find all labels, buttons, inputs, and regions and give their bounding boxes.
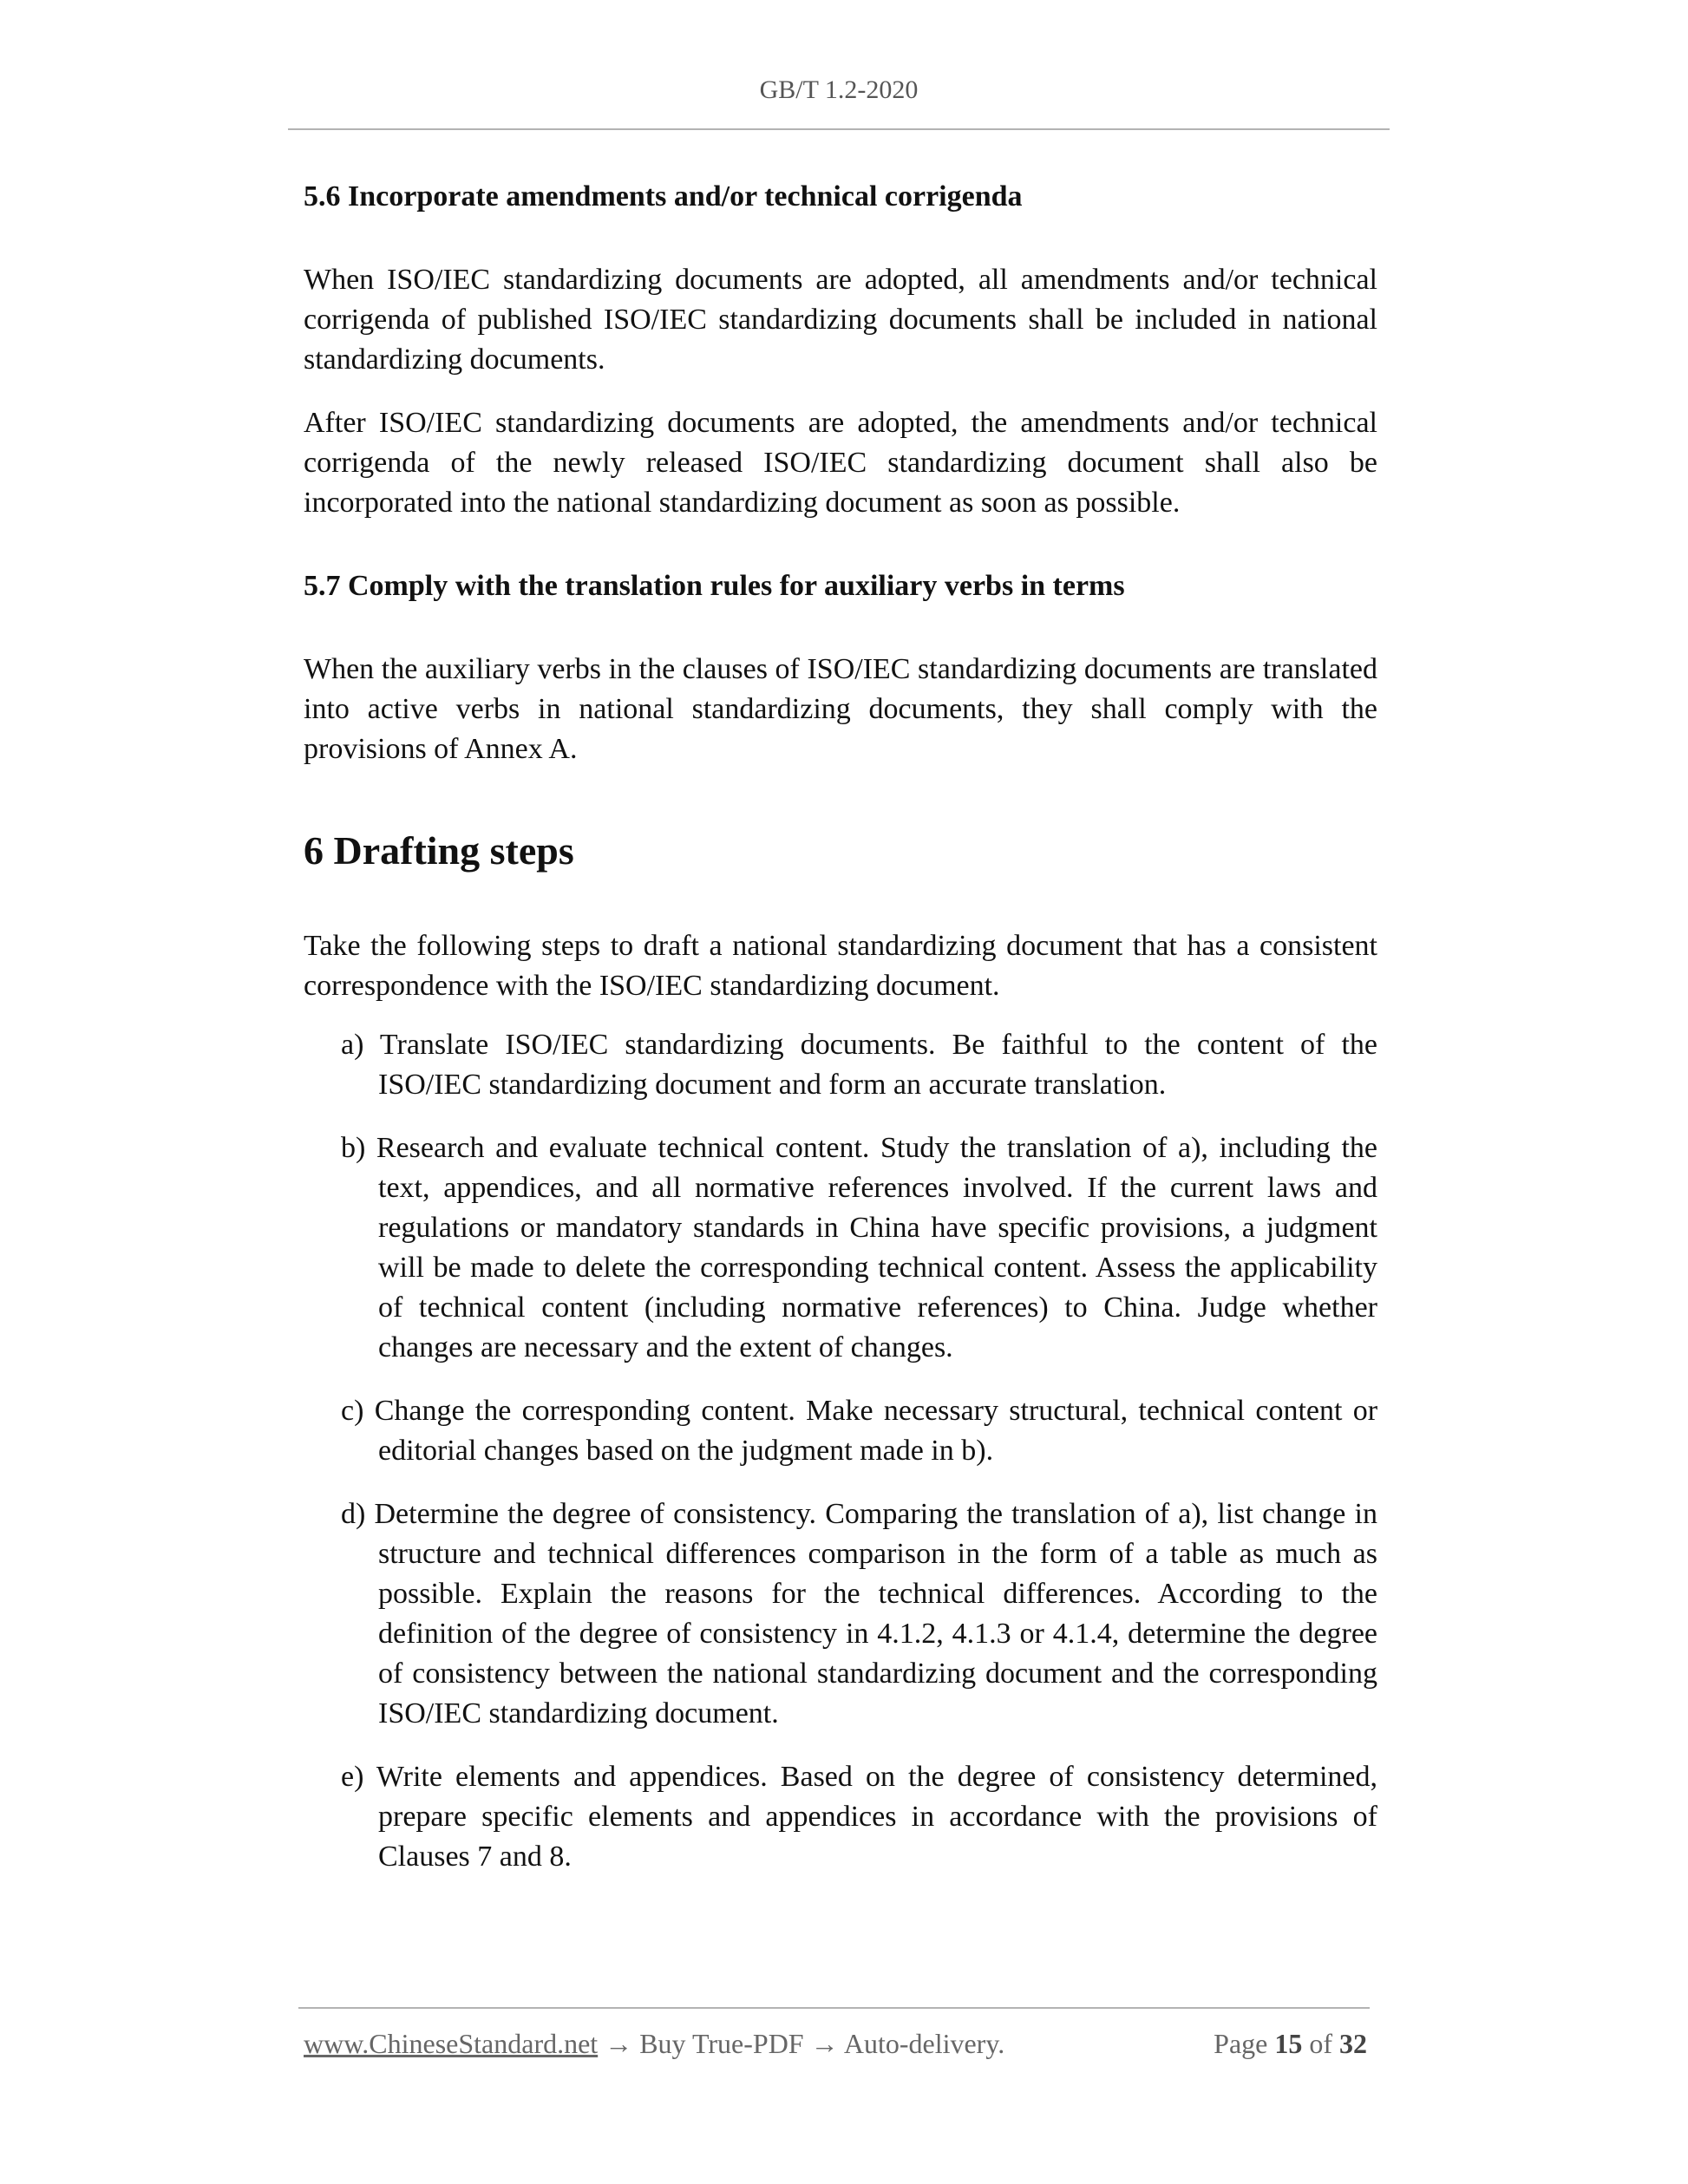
page-label: Page — [1214, 2028, 1268, 2059]
footer-divider — [298, 2007, 1370, 2009]
section-5-7-heading: 5.7 Comply with the translation rules for auxiliary verbs in terms — [304, 570, 1125, 603]
list-marker: e) — [341, 1761, 364, 1794]
drafting-steps-list — [304, 1025, 1377, 1877]
list-item-text: Translate ISO/IEC standardizing documents. Be faithful to the content of the ISO/IEC standardizing document and form an accurate translation. — [378, 1029, 1377, 1102]
current-page-number: 15 — [1274, 2028, 1303, 2059]
list-item-text: Write elements and appendices. Based on the degree of consistency determined, prepare specific elements and appendices in accordance with the provisions of Clauses 7 and 8. — [376, 1761, 1377, 1873]
footer-promo — [304, 2026, 1004, 2063]
website-link[interactable]: www.ChineseStandard.net — [304, 2028, 599, 2059]
list-item — [304, 1391, 1377, 1471]
list-item-text: Research and evaluate technical content. Study the translation of a), including the text, appendices, and all normative references involved. If the current laws and regulations or mandatory standards in China have specific provisions, a judgment will be made to delete the corresponding technical content. Assess the applicability of technical content (including normative references) to China. Judge whether changes are necessary and the extent of changes. — [376, 1132, 1377, 1364]
list-item-text: Determine the degree of consistency. Comparing the translation of a), list change in structure and technical differences comparison in the form of a table as much as possible. Explain the reasons for the technical differences. According to the definition of the degree of consistency in 4.1.2, 4.1.3 or 4.1.4, determine the degree of consistency between the national standardizing document and the corresponding ISO/IEC standardizing document. — [374, 1498, 1377, 1730]
section-5-6-paragraph-1: When ISO/IEC standardizing documents are adopted, all amendments and/or technical corrigenda of published ISO/IEC standardizing documents shall be included in national standardizing documents. — [304, 264, 1377, 376]
page-indicator — [1214, 2026, 1367, 2063]
footer-tagline: → Buy True-PDF → Auto-delivery. — [598, 2028, 1005, 2059]
list-marker: d) — [341, 1498, 366, 1531]
header-divider — [288, 128, 1390, 130]
list-item — [304, 1128, 1377, 1368]
total-page-count: 32 — [1339, 2028, 1367, 2059]
section-6-heading: 6 Drafting steps — [304, 828, 574, 873]
list-item — [304, 1757, 1377, 1877]
list-marker: a) — [341, 1029, 364, 1062]
section-6-intro: Take the following steps to draft a national standardizing document that has a consistent correspondence with the ISO/IEC standardizing document. — [304, 930, 1377, 1003]
list-item-text: Change the corresponding content. Make necessary structural, technical content or editorial changes based on the judgment made in b). — [374, 1395, 1378, 1468]
list-item — [304, 1025, 1377, 1105]
list-marker: c) — [341, 1395, 364, 1428]
document-code: GB/T 1.2-2020 — [759, 75, 919, 104]
page-body — [304, 178, 1377, 1877]
section-5-6-heading: 5.6 Incorporate amendments and/or technical corrigenda — [304, 180, 1023, 213]
section-5-6-paragraph-2: After ISO/IEC standardizing documents are adopted, the amendments and/or technical corrigenda of the newly released ISO/IEC standardizing document shall also be incorporated into the national standardizing document as soon as possible. — [304, 407, 1377, 520]
page-header — [288, 73, 1390, 107]
list-item — [304, 1494, 1377, 1734]
page-of-label: of — [1309, 2028, 1332, 2059]
list-marker: b) — [341, 1132, 366, 1165]
section-5-7-paragraph-1: When the auxiliary verbs in the clauses of ISO/IEC standardizing documents are translated into active verbs in national standardizing documents, they shall comply with the provisions of Annex A. — [304, 653, 1377, 766]
